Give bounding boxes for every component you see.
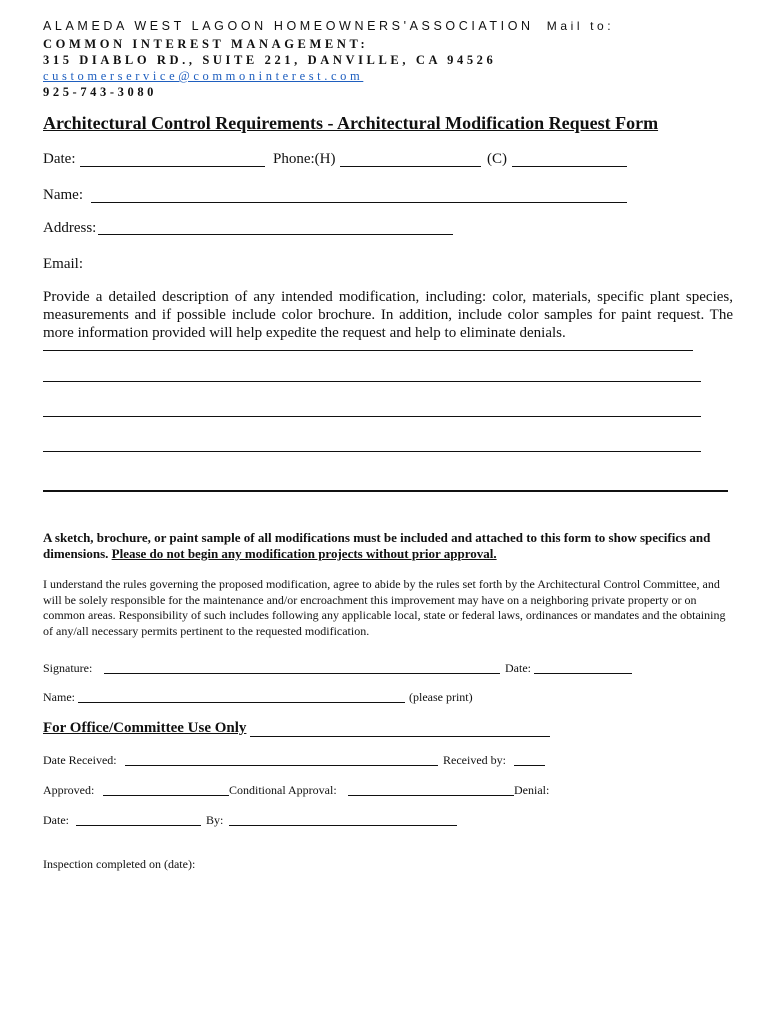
- phone-cell-field[interactable]: [512, 166, 627, 167]
- description-line-3[interactable]: [43, 416, 701, 417]
- conditional-approval-label: Conditional Approval:: [229, 783, 337, 797]
- agreement-text: I understand the rules governing the proposed modification, agree to abide by the rules set forth by the Architectural Control Committee, and will be solely responsible for the maintenance and/or encroachment this improvement may have on a neighboring private property or on common areas. Responsibility of such includes following any applicable local, state or federal laws, ordinances or mandates and the obtaining of any/all necessary permits pertinent to the requested modification.: [43, 577, 726, 638]
- contact-email-link[interactable]: customerservice@commoninterest.com: [43, 69, 364, 83]
- office-date-field[interactable]: [76, 825, 201, 826]
- phone-home-label: Phone:(H): [273, 151, 336, 167]
- contact-phone: 925-743-3080: [43, 85, 158, 99]
- received-by-field[interactable]: [514, 765, 545, 766]
- please-print-note: (please print): [409, 690, 473, 704]
- email-label: Email:: [43, 256, 83, 272]
- received-by-label: Received by:: [443, 753, 506, 767]
- address-field[interactable]: [98, 234, 453, 235]
- signature-field[interactable]: [104, 673, 500, 674]
- print-name-field[interactable]: [78, 702, 405, 703]
- by-label: By:: [206, 813, 224, 827]
- approved-label: Approved:: [43, 783, 95, 797]
- form-title: Architectural Control Requirements - Architectural Modification Request Form: [43, 113, 659, 133]
- inspection-label: Inspection completed on (date):: [43, 857, 196, 871]
- name-field[interactable]: [91, 202, 627, 203]
- phone-cell-label: (C): [487, 151, 507, 167]
- mail-to-text: Mail to:: [546, 19, 615, 33]
- management-company: COMMON INTEREST MANAGEMENT:: [43, 37, 369, 51]
- signature-date-label: Date:: [505, 661, 531, 675]
- date-received-label: Date Received:: [43, 753, 117, 767]
- attachment-notice-text: A sketch, brochure, or paint sample of all modifications must be included and attached to this form to show specifics and dimensions.: [43, 530, 711, 561]
- print-name-label: Name:: [43, 690, 75, 704]
- no-start-warning: Please do not begin any modification projects without prior approval.: [111, 546, 497, 561]
- date-label: Date:: [43, 151, 76, 167]
- address-label: Address:: [43, 220, 97, 236]
- date-field[interactable]: [80, 166, 265, 167]
- mailing-address: 315 DIABLO RD., SUITE 221, DANVILLE, CA 94526: [43, 53, 497, 67]
- conditional-approval-field[interactable]: [348, 795, 514, 796]
- signature-date-field[interactable]: [534, 673, 632, 674]
- description-line-4[interactable]: [43, 451, 701, 452]
- phone-home-field[interactable]: [340, 166, 481, 167]
- denial-label: Denial:: [514, 783, 550, 797]
- name-label: Name:: [43, 187, 83, 203]
- section-divider: [43, 490, 728, 492]
- office-use-heading-text: For Office/Committee Use Only: [43, 720, 247, 736]
- signature-label: Signature:: [43, 661, 93, 675]
- description-instructions: Provide a detailed description of any intended modification, including: color, materials, specific plant species, measurements and if possible include color brochure. In addition, include color samples for paint request. The more information provided will help expedite the request and help to eliminate denials.: [43, 289, 733, 341]
- office-heading-rule: [250, 736, 550, 737]
- description-line-1[interactable]: [43, 350, 693, 351]
- approved-field[interactable]: [103, 795, 229, 796]
- association-name: [43, 19, 614, 33]
- association-name-text: ALAMEDA WEST LAGOON HOMEOWNERS'ASSOCIATION: [43, 19, 534, 33]
- date-received-field[interactable]: [125, 765, 438, 766]
- description-line-2[interactable]: [43, 381, 701, 382]
- office-use-heading: [43, 720, 246, 737]
- office-date-label: Date:: [43, 813, 69, 827]
- by-field[interactable]: [229, 825, 457, 826]
- attachment-notice: [43, 530, 733, 562]
